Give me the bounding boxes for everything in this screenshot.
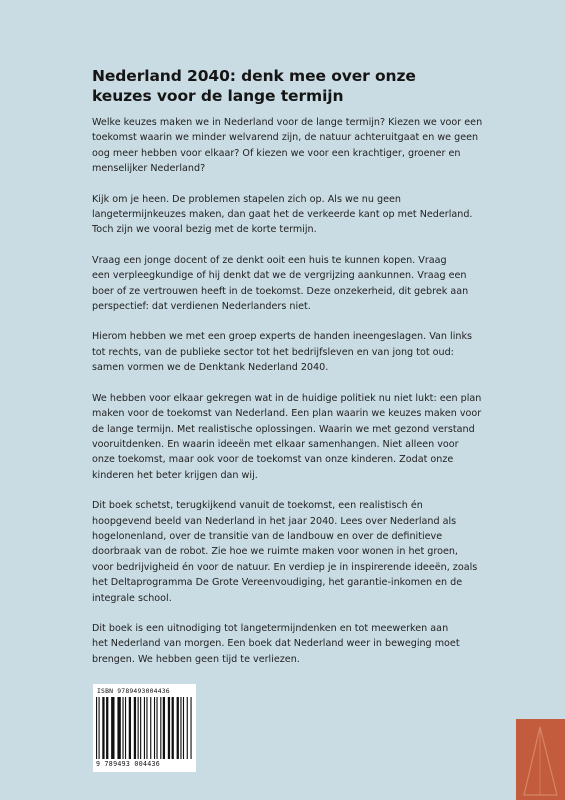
text-line: doorbraak van de robot. Zie hoe we ruimte maken voor wonen in het groen, [92,546,458,558]
barcode-bars-icon [96,697,193,759]
back-cover-title [92,66,492,106]
text-line: oog meer hebben voor elkaar? Of kiezen we voor een krachtiger, groener en [92,147,461,159]
paragraph [92,391,512,483]
text-line: maken voor de toekomst van Nederland. Een plan waarin we keuzes maken voor [92,408,482,420]
paragraph [92,498,512,606]
title-line: keuzes voor de lange termijn [92,87,344,105]
text-line: boer of ze vertrouwen heeft in de toekomst. Deze onzekerheid, dit gebrek aan [92,285,469,297]
text-line: Kijk om je heen. De problemen stapelen zich op. Als we nu geen [92,193,401,205]
text-line: Welke keuzes maken we in Nederland voor de lange termijn? Kiezen we voor een [92,117,483,128]
text-line: We hebben voor elkaar gekregen wat in de huidige politiek nu niet lukt: een plan [92,392,482,404]
paragraph [92,115,512,177]
text-line: kinderen het beter krijgen dan wij. [92,469,258,481]
text-line: het Nederland van morgen. Een boek dat Nederland weer in beweging moet [92,638,460,650]
text-line: menselijker Nederland? [92,163,206,175]
paragraph [92,192,512,238]
text-line: brengen. We hebben geen tijd te verliezen. [92,653,300,665]
text-line: integrale school. [92,592,172,604]
title-line: Nederland 2040: denk mee over onze [92,67,416,85]
text-line: de lange termijn. Met realistische oplossingen. Waarin we met gezond verstand [92,423,475,435]
text-line: tot rechts, van de publieke sector tot het bedrijfsleven en van jong tot oud: [92,346,454,358]
text-line: toekomst waarin we minder welvarend zijn, de natuur achteruitgaat en we geen [92,132,479,144]
text-line: hogelonenland, over de transitie van de landbouw en over de definitieve [92,530,443,542]
text-line: Dit boek is een uitnodiging tot langetermijndenken en tot meewerken aan [92,622,449,634]
text-line: het Deltaprogramma De Grote Vereenvoudiging, het garantie-inkomen en de [92,577,463,589]
text-line: perspectief: dat verdienen Nederlanders niet. [92,301,311,313]
paragraph [92,621,512,667]
paragraph [92,253,512,315]
text-line: Dit boek schetst, terugkijkend vanuit de toekomst, een realistisch én [92,500,423,512]
text-line: een verpleegkundige of hij denkt dat we de vergrijzing aankunnen. Vraag een [92,270,467,282]
text-line: onze toekomst, maar ook voor de toekomst van onze kinderen. Zodat onze [92,454,454,466]
text-line: hoopgevend beeld van Nederland in het jaar 2040. Lees over Nederland als [92,515,457,527]
text-line: langetermijnkeuzes maken, dan gaat het de verkeerde kant op met Nederland. [92,209,473,221]
text-line: Toch zijn we vooral bezig met de korte termijn. [92,224,317,236]
text-line: voor bedrijvigheid én voor de natuur. En verdiep je in inspirerende ideeën, zoals [92,561,478,573]
text-line: vooruitdenken. En waarin ideeën met elkaar samenhangen. Niet alleen voor [92,438,459,450]
isbn-label: ISBN 9789493004436 [97,687,170,695]
barcode-digits: 9 789493 004436 [96,760,161,768]
isbn-barcode [93,684,196,772]
text-line: samen vormen we de Denktank Nederland 2040. [92,362,329,374]
blurb [92,115,512,682]
text-line: Vraag een jonge docent of ze denkt ooit een huis te kunnen kopen. Vraag [92,254,447,266]
text-line: Hierom hebben we met een groep experts de handen ineengeslagen. Van links [92,331,472,343]
paragraph [92,329,512,375]
publisher-logo-icon [516,719,565,800]
